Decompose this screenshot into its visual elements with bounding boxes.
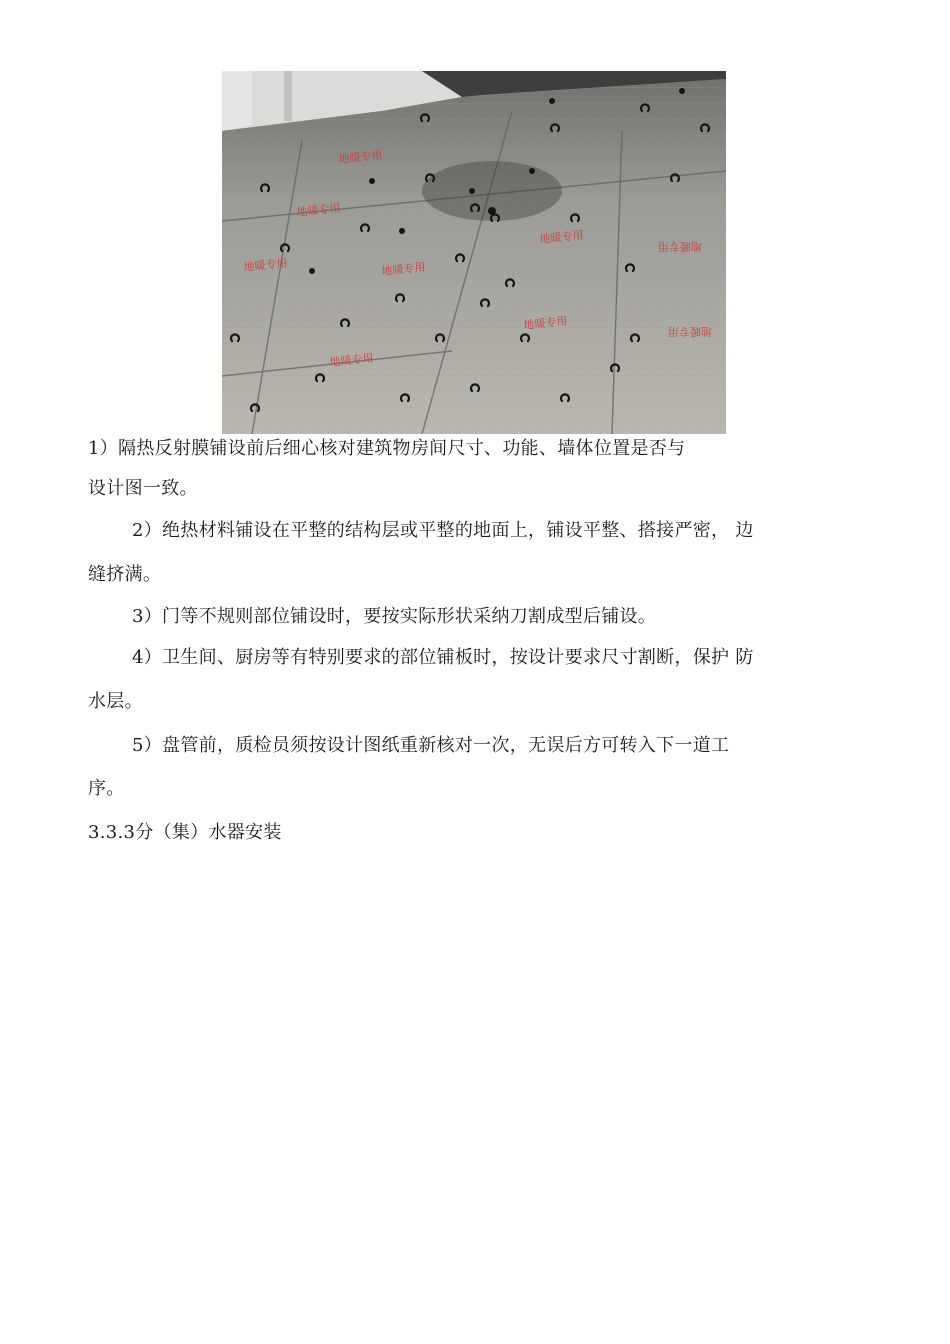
svg-text:地暖专用: 地暖专用	[668, 325, 712, 338]
paragraph-3-line-1: 3）门等不规则部位铺设时，要按实际形状采纳刀割成型后铺设。	[132, 606, 657, 627]
svg-text:地暖专用: 地暖专用	[295, 201, 342, 219]
svg-text:地暖专用: 地暖专用	[380, 260, 427, 278]
paragraph-5-line-1: 5）盘管前，质检员须按设计图纸重新核对一次，无误后方可转入下一道工	[132, 735, 730, 756]
paragraph-2-line-1: 2）绝热材料铺设在平整的结构层或平整的地面上，铺设平整、搭接严密， 边	[132, 520, 754, 541]
paragraph-1-line-1: 1）隔热反射膜铺设前后细心核对建筑物房间尺寸、功能、墙体位置是否与	[88, 438, 686, 459]
svg-text:地暖专用: 地暖专用	[658, 240, 702, 253]
paragraph-4-line-1: 4）卫生间、厨房等有特别要求的部位铺板时，按设计要求尺寸割断，保护 防	[132, 647, 754, 668]
svg-text:地暖专用: 地暖专用	[337, 148, 384, 166]
paragraph-5-line-2: 序。	[88, 778, 125, 799]
paragraph-4-line-2: 水层。	[88, 691, 143, 712]
section-heading: 3.3.3分（集）水器安装	[88, 822, 282, 843]
svg-text:地暖专用: 地暖专用	[242, 256, 289, 274]
svg-text:地暖专用: 地暖专用	[522, 314, 569, 332]
svg-text:地暖专用: 地暖专用	[328, 351, 375, 369]
floor-film-photo	[222, 71, 726, 434]
paragraph-1-line-2: 设计图一致。	[88, 478, 198, 499]
paragraph-2-line-2: 缝挤满。	[88, 564, 162, 585]
svg-text:地暖专用: 地暖专用	[538, 228, 585, 246]
